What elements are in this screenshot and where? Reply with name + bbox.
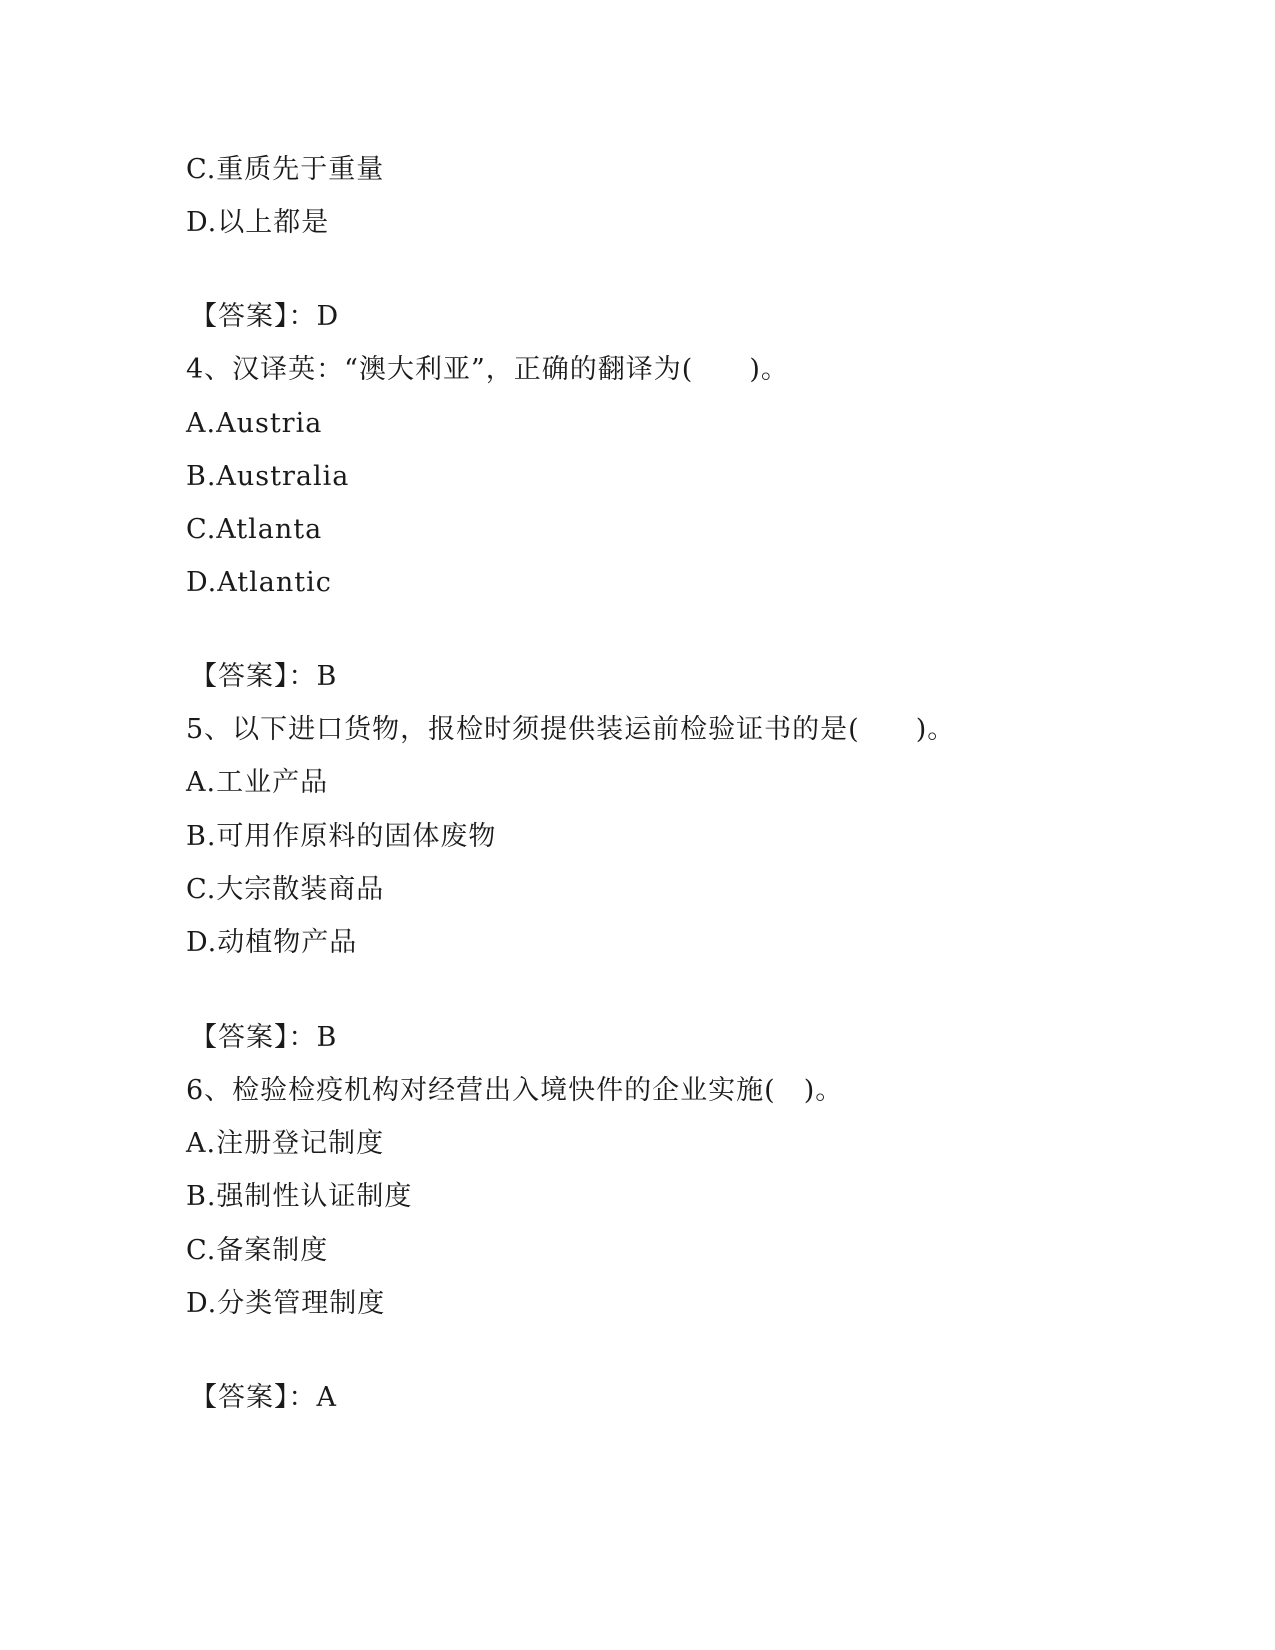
answer-line: 【答案】：D [190, 301, 340, 332]
question-stem: 5、以下进口货物，报检时须提供装运前检验证书的是( )。 [186, 714, 956, 745]
question-stem: 4、汉译英：“澳大利亚”，正确的翻译为( )。 [186, 354, 789, 385]
option-a: A.Austria [186, 408, 323, 439]
option-c: C.大宗散装商品 [186, 874, 385, 905]
option-c: C.重质先于重量 [186, 154, 385, 185]
option-c: C.备案制度 [186, 1235, 329, 1266]
option-d: D.Atlantic [186, 567, 332, 598]
answer-line: 【答案】：B [190, 661, 338, 692]
option-b: B.强制性认证制度 [186, 1181, 413, 1212]
option-b: B.Australia [186, 461, 350, 492]
option-d: D.以上都是 [186, 207, 330, 238]
option-a: A.注册登记制度 [186, 1128, 385, 1159]
option-a: A.工业产品 [186, 767, 329, 798]
answer-line: 【答案】：B [190, 1022, 338, 1053]
answer-line: 【答案】：A [190, 1382, 337, 1413]
option-b: B.可用作原料的固体废物 [186, 821, 497, 852]
question-stem: 6、检验检疫机构对经营出入境快件的企业实施( )。 [186, 1075, 844, 1106]
option-c: C.Atlanta [186, 514, 323, 545]
option-d: D.分类管理制度 [186, 1288, 386, 1319]
option-d: D.动植物产品 [186, 927, 358, 958]
